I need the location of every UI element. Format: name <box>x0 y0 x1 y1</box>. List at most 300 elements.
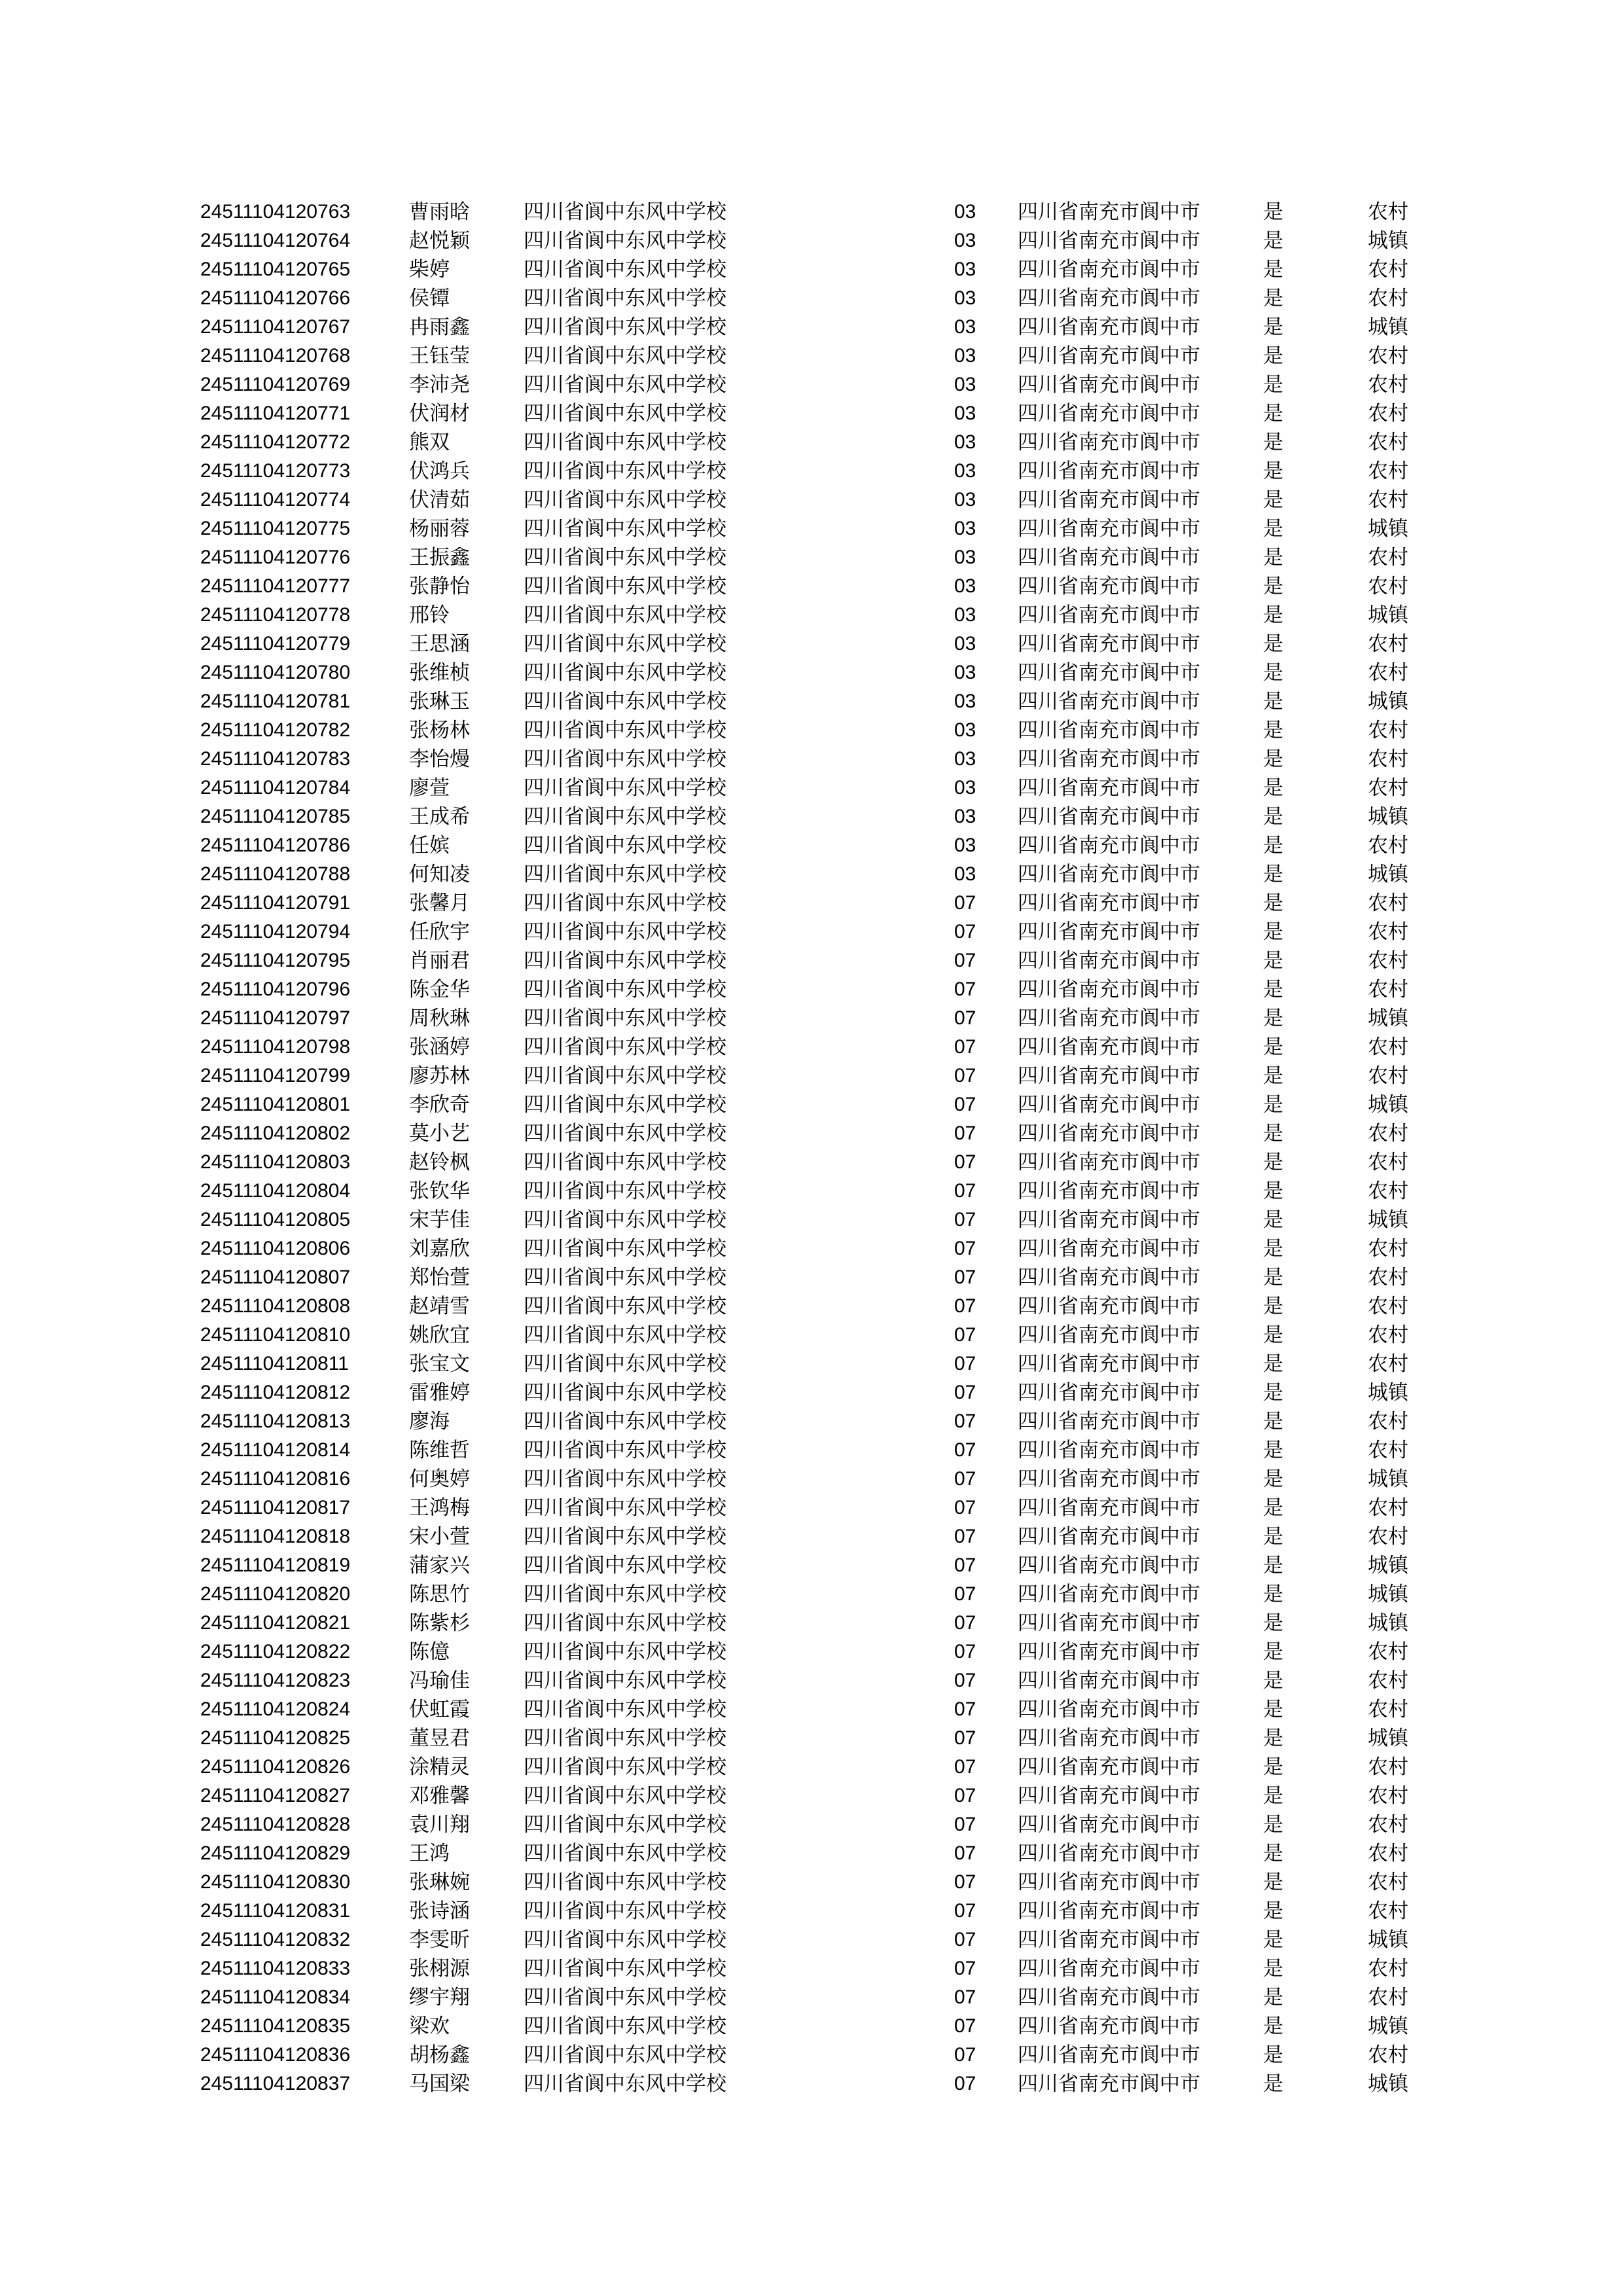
student-id-cell: 24511104120803 <box>200 1151 351 1173</box>
area-type-cell: 农村 <box>1368 1842 1408 1865</box>
status-flag-cell: 是 <box>1263 719 1283 742</box>
region-cell: 四川省南充市阆中市 <box>1018 1064 1200 1088</box>
region-cell: 四川省南充市阆中市 <box>1018 1899 1200 1923</box>
student-name-cell: 伏虹霞 <box>409 1698 470 1721</box>
table-row <box>0 1033 1623 1062</box>
status-flag-cell: 是 <box>1263 1266 1283 1289</box>
table-row <box>0 543 1623 572</box>
table-row <box>0 457 1623 486</box>
area-type-cell: 城镇 <box>1368 1611 1408 1635</box>
table-row <box>0 2070 1623 2098</box>
area-type-cell: 农村 <box>1368 1871 1408 1894</box>
status-flag-cell: 是 <box>1263 459 1283 483</box>
status-flag-cell: 是 <box>1263 1007 1283 1030</box>
student-id-cell: 24511104120779 <box>200 633 351 655</box>
status-flag-cell: 是 <box>1263 1669 1283 1693</box>
table-row <box>0 1753 1623 1782</box>
category-code-cell: 07 <box>954 1554 976 1576</box>
school-name-cell: 四川省阆中东风中学校 <box>524 575 726 598</box>
status-flag-cell: 是 <box>1263 978 1283 1001</box>
student-id-cell: 24511104120794 <box>200 921 351 942</box>
student-name-cell: 董昱君 <box>409 1727 470 1750</box>
student-id-cell: 24511104120771 <box>200 403 351 424</box>
area-type-cell: 农村 <box>1368 488 1408 512</box>
student-id-cell: 24511104120766 <box>200 287 351 309</box>
table-row <box>0 831 1623 860</box>
table-row <box>0 514 1623 543</box>
area-type-cell: 农村 <box>1368 459 1408 483</box>
region-cell: 四川省南充市阆中市 <box>1018 1583 1200 1606</box>
category-code-cell: 07 <box>954 1266 976 1288</box>
area-type-cell: 农村 <box>1368 1122 1408 1145</box>
status-flag-cell: 是 <box>1263 891 1283 915</box>
student-name-cell: 曹雨晗 <box>409 200 470 224</box>
region-cell: 四川省南充市阆中市 <box>1018 200 1200 224</box>
table-row <box>0 1926 1623 1954</box>
student-name-cell: 袁川翔 <box>409 1813 470 1837</box>
table-row <box>0 1119 1623 1148</box>
status-flag-cell: 是 <box>1263 834 1283 857</box>
region-cell: 四川省南充市阆中市 <box>1018 1151 1200 1174</box>
school-name-cell: 四川省阆中东风中学校 <box>524 344 726 368</box>
category-code-cell: 07 <box>954 1929 976 1950</box>
status-flag-cell: 是 <box>1263 1611 1283 1635</box>
region-cell: 四川省南充市阆中市 <box>1018 1035 1200 1059</box>
category-code-cell: 07 <box>954 1382 976 1403</box>
status-flag-cell: 是 <box>1263 315 1283 339</box>
area-type-cell: 农村 <box>1368 1669 1408 1693</box>
student-name-cell: 张诗涵 <box>409 1899 470 1923</box>
student-name-cell: 赵悦颖 <box>409 229 470 253</box>
school-name-cell: 四川省阆中东风中学校 <box>524 1439 726 1462</box>
school-name-cell: 四川省阆中东风中学校 <box>524 1064 726 1088</box>
area-type-cell: 农村 <box>1368 719 1408 742</box>
student-id-cell: 24511104120821 <box>200 1612 351 1634</box>
student-name-cell: 张馨月 <box>409 891 470 915</box>
student-id-cell: 24511104120819 <box>200 1554 351 1576</box>
category-code-cell: 07 <box>954 2073 976 2094</box>
table-row <box>0 630 1623 658</box>
student-id-cell: 24511104120833 <box>200 1958 351 1979</box>
school-name-cell: 四川省阆中东风中学校 <box>524 978 726 1001</box>
table-row <box>0 687 1623 716</box>
school-name-cell: 四川省阆中东风中学校 <box>524 1554 726 1577</box>
status-flag-cell: 是 <box>1263 1093 1283 1117</box>
table-row <box>0 1983 1623 2012</box>
student-name-cell: 王钰莹 <box>409 344 470 368</box>
region-cell: 四川省南充市阆中市 <box>1018 1928 1200 1952</box>
status-flag-cell: 是 <box>1263 1928 1283 1952</box>
school-name-cell: 四川省阆中东风中学校 <box>524 1093 726 1117</box>
student-name-cell: 任欣宇 <box>409 920 470 944</box>
table-row <box>0 1292 1623 1321</box>
table-row <box>0 1148 1623 1177</box>
table-row <box>0 1177 1623 1206</box>
area-type-cell: 农村 <box>1368 1151 1408 1174</box>
region-cell: 四川省南充市阆中市 <box>1018 1439 1200 1462</box>
region-cell: 四川省南充市阆中市 <box>1018 315 1200 339</box>
student-id-cell: 24511104120831 <box>200 1900 351 1922</box>
school-name-cell: 四川省阆中东风中学校 <box>524 200 726 224</box>
status-flag-cell: 是 <box>1263 200 1283 224</box>
student-id-cell: 24511104120802 <box>200 1122 351 1144</box>
table-row <box>0 255 1623 284</box>
region-cell: 四川省南充市阆中市 <box>1018 1784 1200 1808</box>
status-flag-cell: 是 <box>1263 1784 1283 1808</box>
area-type-cell: 农村 <box>1368 1323 1408 1347</box>
category-code-cell: 07 <box>954 1583 976 1605</box>
region-cell: 四川省南充市阆中市 <box>1018 1611 1200 1635</box>
table-row <box>0 975 1623 1004</box>
student-id-cell: 24511104120836 <box>200 2044 351 2066</box>
student-id-cell: 24511104120808 <box>200 1295 351 1317</box>
region-cell: 四川省南充市阆中市 <box>1018 1554 1200 1577</box>
status-flag-cell: 是 <box>1263 1439 1283 1462</box>
student-id-cell: 24511104120813 <box>200 1410 351 1432</box>
area-type-cell: 农村 <box>1368 949 1408 973</box>
category-code-cell: 07 <box>954 978 976 1000</box>
area-type-cell: 农村 <box>1368 1755 1408 1779</box>
category-code-cell: 07 <box>954 1353 976 1374</box>
table-row <box>0 1378 1623 1407</box>
category-code-cell: 03 <box>954 748 976 770</box>
student-id-cell: 24511104120827 <box>200 1785 351 1806</box>
school-name-cell: 四川省阆中东风中学校 <box>524 1323 726 1347</box>
area-type-cell: 农村 <box>1368 1295 1408 1318</box>
category-code-cell: 03 <box>954 345 976 367</box>
area-type-cell: 城镇 <box>1368 1467 1408 1491</box>
area-type-cell: 农村 <box>1368 1784 1408 1808</box>
student-name-cell: 杨丽蓉 <box>409 517 470 541</box>
status-flag-cell: 是 <box>1263 1295 1283 1318</box>
region-cell: 四川省南充市阆中市 <box>1018 402 1200 425</box>
student-name-cell: 陈億 <box>409 1640 450 1664</box>
status-flag-cell: 是 <box>1263 863 1283 886</box>
student-id-cell: 24511104120768 <box>200 345 351 367</box>
school-name-cell: 四川省阆中东风中学校 <box>524 632 726 656</box>
area-type-cell: 城镇 <box>1368 1928 1408 1952</box>
area-type-cell: 农村 <box>1368 1899 1408 1923</box>
student-name-cell: 李欣奇 <box>409 1093 470 1117</box>
student-name-cell: 王振鑫 <box>409 546 470 569</box>
area-type-cell: 城镇 <box>1368 2015 1408 2038</box>
school-name-cell: 四川省阆中东风中学校 <box>524 459 726 483</box>
table-row <box>0 1897 1623 1926</box>
school-name-cell: 四川省阆中东风中学校 <box>524 1813 726 1837</box>
student-name-cell: 赵靖雪 <box>409 1295 470 1318</box>
table-row <box>0 572 1623 601</box>
region-cell: 四川省南充市阆中市 <box>1018 949 1200 973</box>
status-flag-cell: 是 <box>1263 1957 1283 1981</box>
student-id-cell: 24511104120798 <box>200 1036 351 1058</box>
school-name-cell: 四川省阆中东风中学校 <box>524 1467 726 1491</box>
area-type-cell: 农村 <box>1368 344 1408 368</box>
region-cell: 四川省南充市阆中市 <box>1018 287 1200 310</box>
student-id-cell: 24511104120774 <box>200 489 351 511</box>
student-id-cell: 24511104120785 <box>200 806 351 827</box>
table-row <box>0 1724 1623 1753</box>
student-id-cell: 24511104120832 <box>200 1929 351 1950</box>
area-type-cell: 农村 <box>1368 431 1408 454</box>
student-id-cell: 24511104120810 <box>200 1324 351 1346</box>
school-name-cell: 四川省阆中东风中学校 <box>524 1035 726 1059</box>
region-cell: 四川省南充市阆中市 <box>1018 1957 1200 1981</box>
category-code-cell: 03 <box>954 604 976 626</box>
student-name-cell: 赵铃枫 <box>409 1151 470 1174</box>
school-name-cell: 四川省阆中东风中学校 <box>524 229 726 253</box>
category-code-cell: 03 <box>954 863 976 885</box>
table-row <box>0 1551 1623 1580</box>
category-code-cell: 07 <box>954 1295 976 1317</box>
status-flag-cell: 是 <box>1263 1122 1283 1145</box>
student-name-cell: 李怡熳 <box>409 747 470 771</box>
table-row <box>0 1810 1623 1839</box>
area-type-cell: 农村 <box>1368 920 1408 944</box>
status-flag-cell: 是 <box>1263 1698 1283 1721</box>
school-name-cell: 四川省阆中东风中学校 <box>524 1122 726 1145</box>
area-type-cell: 城镇 <box>1368 1554 1408 1577</box>
area-type-cell: 农村 <box>1368 661 1408 685</box>
area-type-cell: 农村 <box>1368 1410 1408 1433</box>
region-cell: 四川省南充市阆中市 <box>1018 1323 1200 1347</box>
student-name-cell: 张钦华 <box>409 1179 470 1203</box>
student-name-cell: 蒲家兴 <box>409 1554 470 1577</box>
student-id-cell: 24511104120765 <box>200 259 351 280</box>
category-code-cell: 07 <box>954 1094 976 1115</box>
area-type-cell: 农村 <box>1368 2043 1408 2067</box>
category-code-cell: 03 <box>954 287 976 309</box>
region-cell: 四川省南充市阆中市 <box>1018 1986 1200 2009</box>
region-cell: 四川省南充市阆中市 <box>1018 1381 1200 1405</box>
table-row <box>0 1522 1623 1551</box>
status-flag-cell: 是 <box>1263 1410 1283 1433</box>
student-name-cell: 缪宇翔 <box>409 1986 470 2009</box>
region-cell: 四川省南充市阆中市 <box>1018 488 1200 512</box>
student-name-cell: 何奥婷 <box>409 1467 470 1491</box>
area-type-cell: 农村 <box>1368 776 1408 800</box>
student-id-cell: 24511104120767 <box>200 316 351 338</box>
region-cell: 四川省南充市阆中市 <box>1018 1007 1200 1030</box>
category-code-cell: 03 <box>954 633 976 655</box>
student-id-cell: 24511104120799 <box>200 1065 351 1086</box>
status-flag-cell: 是 <box>1263 776 1283 800</box>
category-code-cell: 03 <box>954 719 976 741</box>
student-id-cell: 24511104120811 <box>200 1353 349 1374</box>
category-code-cell: 03 <box>954 575 976 597</box>
student-name-cell: 廖萱 <box>409 776 450 800</box>
category-code-cell: 07 <box>954 1612 976 1634</box>
area-type-cell: 农村 <box>1368 1237 1408 1261</box>
table-row <box>0 1263 1623 1292</box>
school-name-cell: 四川省阆中东风中学校 <box>524 747 726 771</box>
student-name-cell: 张琳玉 <box>409 690 470 713</box>
region-cell: 四川省南充市阆中市 <box>1018 517 1200 541</box>
region-cell: 四川省南充市阆中市 <box>1018 978 1200 1001</box>
region-cell: 四川省南充市阆中市 <box>1018 459 1200 483</box>
region-cell: 四川省南充市阆中市 <box>1018 1467 1200 1491</box>
student-name-cell: 李沛尧 <box>409 373 470 397</box>
school-name-cell: 四川省阆中东风中学校 <box>524 1698 726 1721</box>
region-cell: 四川省南充市阆中市 <box>1018 1640 1200 1664</box>
student-id-cell: 24511104120806 <box>200 1238 351 1259</box>
status-flag-cell: 是 <box>1263 373 1283 397</box>
table-row <box>0 342 1623 370</box>
student-id-cell: 24511104120772 <box>200 431 351 453</box>
category-code-cell: 07 <box>954 1900 976 1922</box>
student-name-cell: 张琳婉 <box>409 1871 470 1894</box>
region-cell: 四川省南充市阆中市 <box>1018 805 1200 829</box>
area-type-cell: 农村 <box>1368 1439 1408 1462</box>
school-name-cell: 四川省阆中东风中学校 <box>524 1007 726 1030</box>
status-flag-cell: 是 <box>1263 1467 1283 1491</box>
category-code-cell: 07 <box>954 2015 976 2037</box>
category-code-cell: 07 <box>954 1180 976 1202</box>
status-flag-cell: 是 <box>1263 229 1283 253</box>
student-name-cell: 陈紫杉 <box>409 1611 470 1635</box>
student-id-cell: 24511104120823 <box>200 1670 351 1691</box>
area-type-cell: 农村 <box>1368 1525 1408 1549</box>
student-name-cell: 冯瑜佳 <box>409 1669 470 1693</box>
table-row <box>0 1695 1623 1724</box>
school-name-cell: 四川省阆中东风中学校 <box>524 834 726 857</box>
status-flag-cell: 是 <box>1263 747 1283 771</box>
category-code-cell: 07 <box>954 2044 976 2066</box>
status-flag-cell: 是 <box>1263 1525 1283 1549</box>
category-code-cell: 07 <box>954 1986 976 2008</box>
status-flag-cell: 是 <box>1263 661 1283 685</box>
category-code-cell: 07 <box>954 1410 976 1432</box>
school-name-cell: 四川省阆中东风中学校 <box>524 690 726 713</box>
category-code-cell: 07 <box>954 1698 976 1720</box>
region-cell: 四川省南充市阆中市 <box>1018 1871 1200 1894</box>
school-name-cell: 四川省阆中东风中学校 <box>524 402 726 425</box>
student-name-cell: 邢铃 <box>409 603 450 627</box>
area-type-cell: 农村 <box>1368 1496 1408 1520</box>
table-row <box>0 1868 1623 1897</box>
area-type-cell: 城镇 <box>1368 1208 1408 1232</box>
school-name-cell: 四川省阆中东风中学校 <box>524 1727 726 1750</box>
category-code-cell: 03 <box>954 403 976 424</box>
school-name-cell: 四川省阆中东风中学校 <box>524 315 726 339</box>
status-flag-cell: 是 <box>1263 1640 1283 1664</box>
region-cell: 四川省南充市阆中市 <box>1018 2015 1200 2038</box>
status-flag-cell: 是 <box>1263 1813 1283 1837</box>
table-row <box>0 1350 1623 1378</box>
category-code-cell: 07 <box>954 1036 976 1058</box>
category-code-cell: 07 <box>954 1842 976 1864</box>
status-flag-cell: 是 <box>1263 1986 1283 2009</box>
area-type-cell: 城镇 <box>1368 229 1408 253</box>
school-name-cell: 四川省阆中东风中学校 <box>524 1266 726 1289</box>
table-row <box>0 1321 1623 1350</box>
student-id-cell: 24511104120805 <box>200 1209 351 1230</box>
region-cell: 四川省南充市阆中市 <box>1018 661 1200 685</box>
area-type-cell: 农村 <box>1368 1698 1408 1721</box>
table-row <box>0 198 1623 226</box>
region-cell: 四川省南充市阆中市 <box>1018 1727 1200 1750</box>
area-type-cell: 农村 <box>1368 575 1408 598</box>
student-id-cell: 24511104120788 <box>200 863 351 885</box>
table-row <box>0 284 1623 313</box>
category-code-cell: 03 <box>954 834 976 856</box>
area-type-cell: 城镇 <box>1368 2072 1408 2096</box>
table-row <box>0 1004 1623 1033</box>
category-code-cell: 07 <box>954 1007 976 1029</box>
area-type-cell: 农村 <box>1368 258 1408 281</box>
category-code-cell: 07 <box>954 1958 976 1979</box>
school-name-cell: 四川省阆中东风中学校 <box>524 1640 726 1664</box>
region-cell: 四川省南充市阆中市 <box>1018 863 1200 886</box>
region-cell: 四川省南充市阆中市 <box>1018 1266 1200 1289</box>
region-cell: 四川省南充市阆中市 <box>1018 1698 1200 1721</box>
category-code-cell: 03 <box>954 431 976 453</box>
status-flag-cell: 是 <box>1263 1755 1283 1779</box>
status-flag-cell: 是 <box>1263 488 1283 512</box>
school-name-cell: 四川省阆中东风中学校 <box>524 1525 726 1549</box>
table-row <box>0 1782 1623 1810</box>
category-code-cell: 03 <box>954 201 976 223</box>
area-type-cell: 农村 <box>1368 1813 1408 1837</box>
region-cell: 四川省南充市阆中市 <box>1018 1410 1200 1433</box>
student-name-cell: 涂精灵 <box>409 1755 470 1779</box>
status-flag-cell: 是 <box>1263 1237 1283 1261</box>
school-name-cell: 四川省阆中东风中学校 <box>524 1352 726 1376</box>
area-type-cell: 农村 <box>1368 402 1408 425</box>
school-name-cell: 四川省阆中东风中学校 <box>524 1755 726 1779</box>
student-name-cell: 柴婷 <box>409 258 450 281</box>
student-name-cell: 张栩源 <box>409 1957 470 1981</box>
region-cell: 四川省南充市阆中市 <box>1018 834 1200 857</box>
category-code-cell: 03 <box>954 662 976 683</box>
school-name-cell: 四川省阆中东风中学校 <box>524 1928 726 1952</box>
student-id-cell: 24511104120804 <box>200 1180 351 1202</box>
school-name-cell: 四川省阆中东风中学校 <box>524 805 726 829</box>
table-row <box>0 1638 1623 1666</box>
category-code-cell: 03 <box>954 460 976 482</box>
table-row <box>0 486 1623 514</box>
table-row <box>0 716 1623 745</box>
status-flag-cell: 是 <box>1263 402 1283 425</box>
student-name-cell: 宋小萱 <box>409 1525 470 1549</box>
student-name-cell: 伏鸿兵 <box>409 459 470 483</box>
student-id-cell: 24511104120837 <box>200 2073 351 2094</box>
region-cell: 四川省南充市阆中市 <box>1018 2072 1200 2096</box>
status-flag-cell: 是 <box>1263 1381 1283 1405</box>
category-code-cell: 07 <box>954 1238 976 1259</box>
student-name-cell: 伏润材 <box>409 402 470 425</box>
student-roster-table <box>0 198 1623 2098</box>
student-name-cell: 张杨林 <box>409 719 470 742</box>
category-code-cell: 07 <box>954 921 976 942</box>
status-flag-cell: 是 <box>1263 1842 1283 1865</box>
region-cell: 四川省南充市阆中市 <box>1018 632 1200 656</box>
table-row <box>0 1465 1623 1494</box>
student-name-cell: 周秋琳 <box>409 1007 470 1030</box>
school-name-cell: 四川省阆中东风中学校 <box>524 891 726 915</box>
table-row <box>0 1839 1623 1868</box>
student-id-cell: 24511104120835 <box>200 2015 351 2037</box>
region-cell: 四川省南充市阆中市 <box>1018 1237 1200 1261</box>
school-name-cell: 四川省阆中东风中学校 <box>524 1957 726 1981</box>
status-flag-cell: 是 <box>1263 1496 1283 1520</box>
school-name-cell: 四川省阆中东风中学校 <box>524 488 726 512</box>
school-name-cell: 四川省阆中东风中学校 <box>524 1208 726 1232</box>
student-id-cell: 24511104120796 <box>200 978 351 1000</box>
table-row <box>0 313 1623 342</box>
student-name-cell: 王鸿 <box>409 1842 450 1865</box>
table-row <box>0 889 1623 918</box>
student-id-cell: 24511104120781 <box>200 691 351 712</box>
